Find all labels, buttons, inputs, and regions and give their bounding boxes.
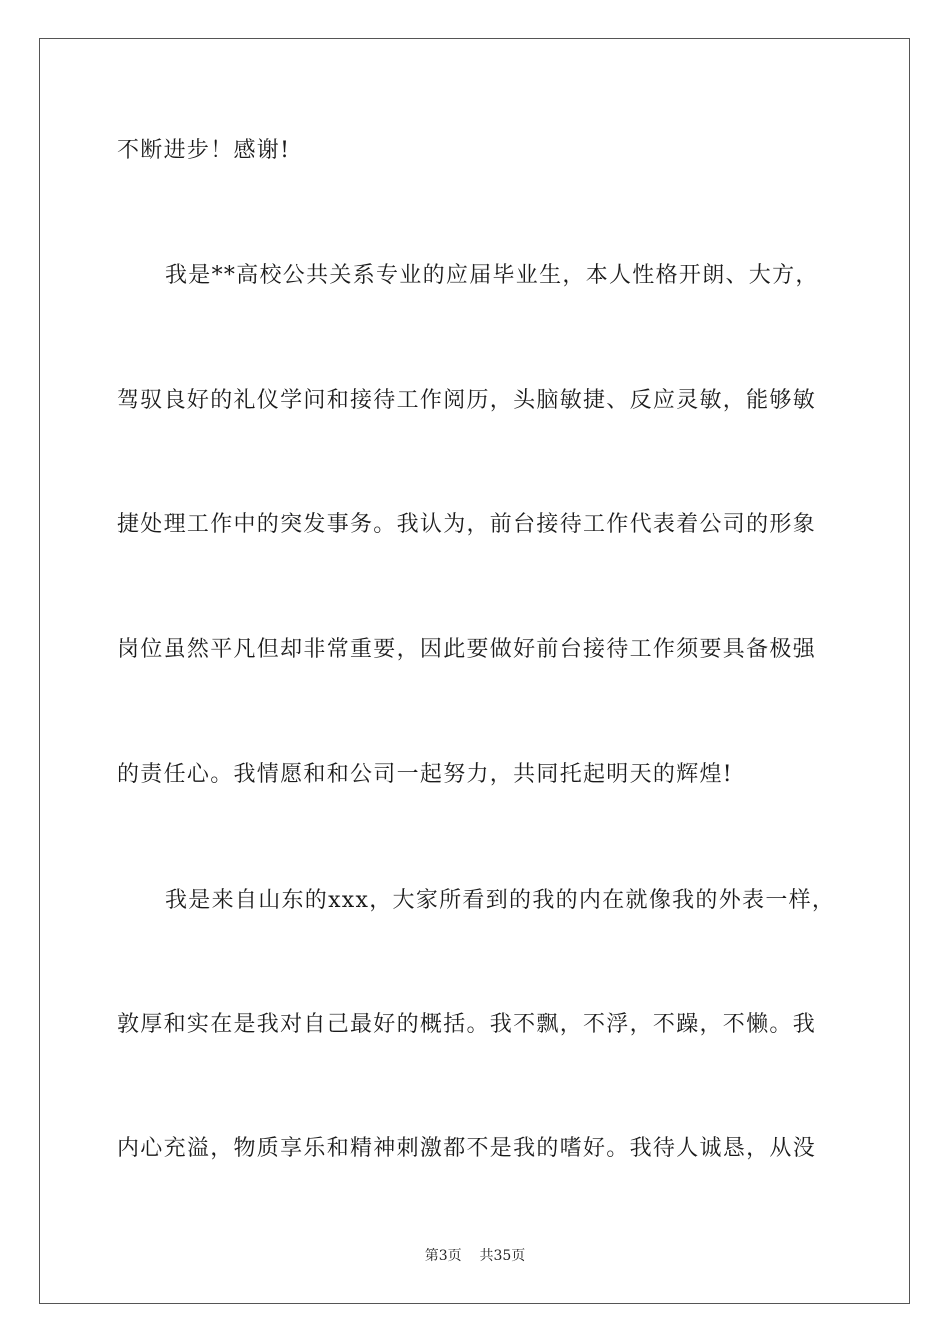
paragraph-line: 驾驭良好的礼仪学问和接待工作阅历，头脑敏捷、反应灵敏，能够敏 xyxy=(117,388,817,413)
paragraph-line: 捷处理工作中的突发事务。我认为，前台接待工作代表着公司的形象 xyxy=(117,512,817,537)
paragraph-line: 岗位虽然平凡但却非常重要，因此要做好前台接待工作须要具备极强 xyxy=(117,637,817,662)
page-footer xyxy=(0,1246,950,1266)
page-number: 第3页 xyxy=(424,1248,462,1264)
page-border xyxy=(39,38,910,1304)
paragraph-line: 敦厚和实在是我对自己最好的概括。我不飘，不浮，不躁，不懒。我 xyxy=(117,1012,817,1037)
paragraph-line: 的责任心。我情愿和和公司一起努力，共同托起明天的辉煌! xyxy=(117,762,733,787)
page-total: 共35页 xyxy=(479,1248,526,1264)
paragraph-line: 我是来自山东的xxx，大家所看到的我的内在就像我的外表一样， xyxy=(165,888,836,913)
paragraph-line: 内心充溢，物质享乐和精神刺激都不是我的嗜好。我待人诚恳，从没 xyxy=(117,1136,817,1161)
paragraph-line: 不断进步！感谢! xyxy=(117,138,291,163)
paragraph-line: 我是**高校公共关系专业的应届毕业生，本人性格开朗、大方， xyxy=(165,263,819,288)
